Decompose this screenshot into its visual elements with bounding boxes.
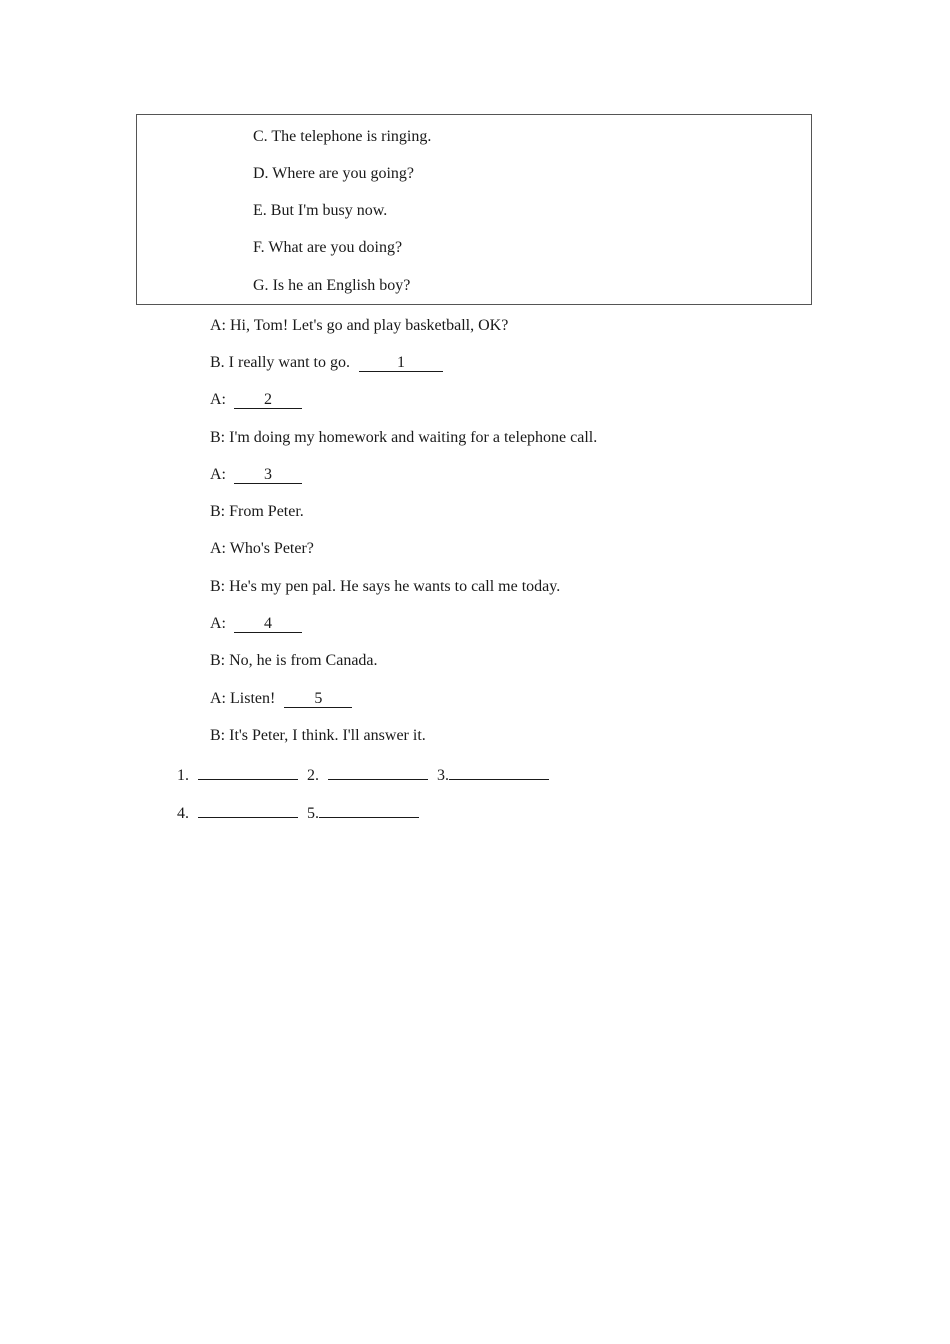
answer-line-1[interactable] — [198, 763, 298, 780]
dialog-line: B. I really want to go. 1 — [210, 353, 443, 373]
answer-line-3[interactable] — [449, 763, 549, 780]
answer-row-1 — [177, 763, 549, 786]
blank-2[interactable]: 2 — [234, 391, 302, 409]
answer-label-1: 1. — [177, 767, 189, 784]
dialog-line: A: Hi, Tom! Let's go and play basketball, OK? — [210, 317, 509, 334]
dialog-line: B: No, he is from Canada. — [210, 652, 378, 669]
dialog-line: B: From Peter. — [210, 503, 304, 520]
dialog-line: A: Who's Peter? — [210, 540, 314, 557]
answer-line-4[interactable] — [198, 801, 298, 818]
answer-label-4: 4. — [177, 805, 189, 822]
option-e: E. But I'm busy now. — [253, 202, 388, 219]
answer-label-2: 2. — [307, 767, 319, 784]
dialog-line: A: Listen! 5 — [210, 689, 352, 709]
dialog-line: A: 3 — [210, 465, 302, 485]
option-g: G. Is he an English boy? — [253, 277, 411, 294]
blank-5[interactable]: 5 — [284, 690, 352, 708]
answer-line-5[interactable] — [319, 801, 419, 818]
option-c: C. The telephone is ringing. — [253, 128, 432, 145]
answer-label-3: 3. — [437, 767, 449, 784]
dialog-line: B: I'm doing my homework and waiting for a telephone call. — [210, 429, 598, 446]
option-d: D. Where are you going? — [253, 165, 414, 182]
options-box — [136, 114, 812, 305]
answer-line-2[interactable] — [328, 763, 428, 780]
blank-3[interactable]: 3 — [234, 466, 302, 484]
answer-label-5: 5. — [307, 805, 319, 822]
blank-1[interactable]: 1 — [359, 354, 443, 372]
blank-4[interactable]: 4 — [234, 615, 302, 633]
dialog-line: A: 2 — [210, 390, 302, 410]
answer-row-2 — [177, 801, 419, 824]
dialog-line: A: 4 — [210, 614, 302, 634]
dialog-line: B: It's Peter, I think. I'll answer it. — [210, 727, 426, 744]
dialog-line: B: He's my pen pal. He says he wants to call me today. — [210, 578, 561, 595]
option-f: F. What are you doing? — [253, 239, 403, 256]
